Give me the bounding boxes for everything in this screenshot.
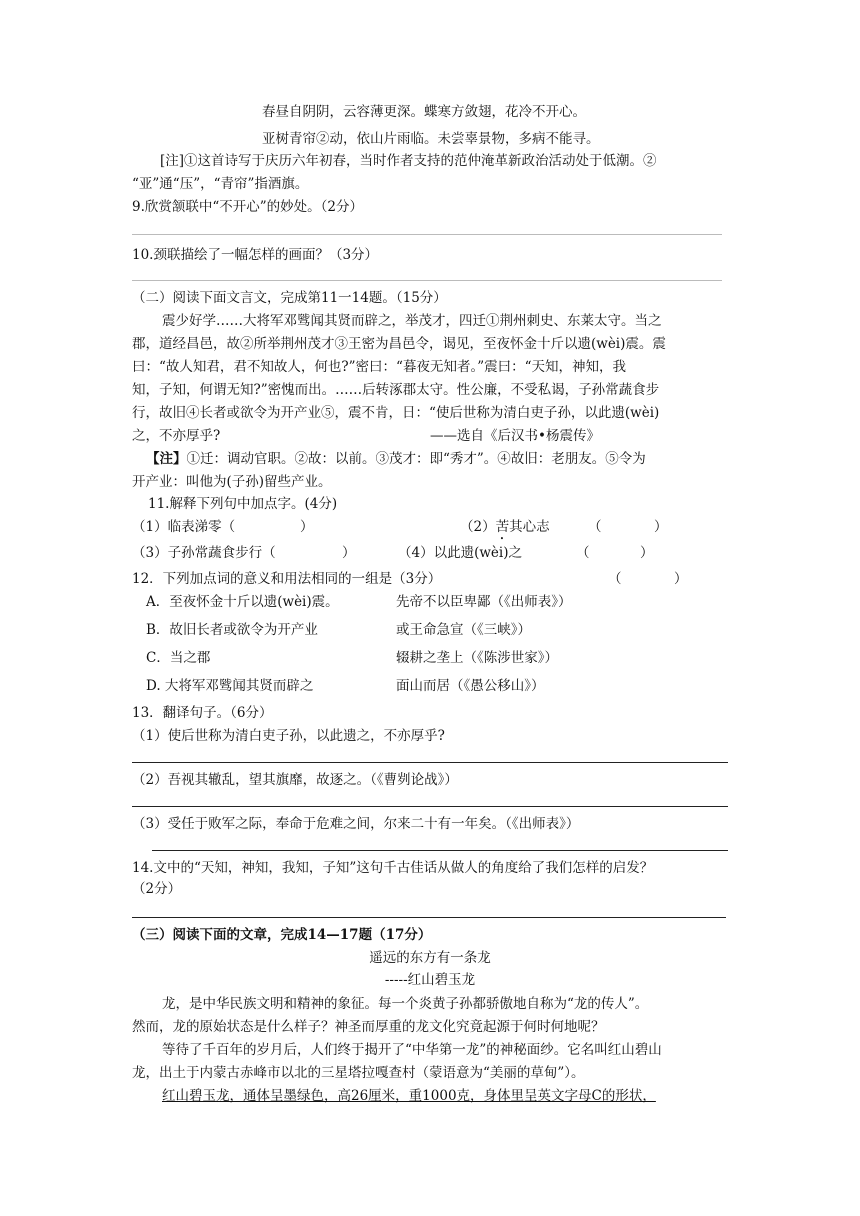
q13-sentence-1: （1）使后世称为清白吏子孙，以此遗之，不亦厚乎? [132, 728, 445, 744]
q12-option-a-right: 先帝不以臣卑鄙（《出师表》） [396, 594, 572, 610]
q11-item-1: （1）临表涕零（ [132, 519, 236, 535]
section-2-title: （二）阅读下面文言文，完成第11一14题。（15分） [132, 290, 447, 306]
question-11-title: 11.解释下列句中加点字。(4分) [148, 496, 338, 512]
article-para-1a: 龙，是中华民族文明和精神的象征。每一个炎黄子孙都骄傲地自称为“龙的传人”。 [162, 996, 649, 1012]
answer-line-13-1[interactable] [132, 762, 728, 763]
q11-item-4-open[interactable]: （ [576, 545, 590, 561]
q12-option-c-left: C．当之郡 [146, 650, 211, 666]
q11-item-4-close[interactable]: ） [640, 545, 654, 561]
article-para-1b: 然而，龙的原始状态是什么样子？神圣而厚重的龙文化究竟起源于何时何地呢？ [132, 1019, 605, 1035]
question-13-title: 13．翻译句子。（6分） [132, 705, 273, 721]
classical-text-line-4: 知，子知，何谓无知?”密愧而出。……后转涿郡太守。性公廉，不受私谒，子孙常蔬食步 [132, 382, 660, 398]
q11-item-2-open[interactable]: （ [588, 519, 602, 535]
classical-text-line-1: 震少好学……大将军邓骘闻其贤而辟之，举茂才，四迁①荆州刺史、东莱太守。当之 [162, 313, 662, 329]
q12-option-a-left: A．至夜怀金十斤以遗(wèi)震。 [146, 594, 339, 610]
question-14-line-2: （2分） [132, 881, 182, 897]
answer-line-10[interactable] [132, 280, 722, 281]
poem-note-1: [注]①这首诗写于庆历六年初春，当时作者支持的范仲淹革新政治活动处于低潮。② [160, 153, 657, 169]
q12-option-b-left: B．故旧长者或欲令为开产业 [146, 622, 318, 638]
poem-line-2: 亚树青帘②动，依山片雨临。未尝辜景物，多病不能寻。 [262, 131, 600, 147]
notes-text-1: ①迁：调动官职。②故：以前。③茂才：即“秀才”。④故旧：老朋友。⑤令为 [186, 451, 646, 467]
classical-text-line-5: 行，故旧④长者或欲令为开产业⑤，震不肯，日：“使后世称为清白吏子孙，以此遗(wèi) [132, 405, 660, 421]
q11-item-3: （3）子孙常蔬食步行（ [132, 545, 276, 561]
question-14-line-1: 14.文中的“天知，神知，我知，子知”这句千古佳话从做人的角度给了我们怎样的启发？ [132, 860, 654, 876]
q11-item-4: （4）以此遗(wèi)之 [398, 545, 522, 561]
q13-sentence-2: （2）吾视其辙乱，望其旗靡，故逐之。（《曹刿论战》） [132, 772, 458, 788]
q12-option-d-left: D. 大将军邓骘闻其贤而辟之 [146, 678, 314, 694]
classical-notes-line-1 [146, 450, 646, 468]
q11-item-2-close[interactable]: ） [654, 519, 668, 535]
classical-text-line-6: 之，不亦厚乎? [132, 428, 221, 444]
answer-line-9[interactable] [132, 234, 722, 235]
classical-text-line-2: 郡，道经昌邑，故②所举荆州茂才③王密为昌邑令，谒见，至夜怀金十斤以遗(wèi)震。震 [132, 336, 666, 352]
answer-line-13-2[interactable] [132, 806, 728, 807]
question-12-title: 12．下列加点词的意义和用法相同的一组是（3分） [132, 571, 442, 587]
q13-sentence-3: （3）受任于败军之际，奉命于危难之间，尔来二十有一年矣。（《出师表》） [132, 816, 580, 832]
notes-label: 【注】 [146, 451, 187, 467]
article-title: 遥远的东方有一条龙 [369, 950, 491, 966]
answer-line-13-3[interactable] [152, 850, 728, 851]
question-9: 9.欣赏颔联中“不开心”的妙处。（2分） [132, 199, 364, 215]
article-para-3a: 红山碧玉龙，通体呈墨绿色，高26厘米，重1000克，身体里呈英文字母C的形状， [162, 1088, 656, 1104]
answer-line-14[interactable] [132, 917, 726, 918]
poem-line-1: 春昼自阴阴，云容薄更深。蝶寒方敛翅，花冷不开心。 [262, 104, 586, 120]
q12-answer-close[interactable]: ） [674, 571, 688, 587]
classical-text-source: ——选自《后汉书•杨震传》 [430, 428, 600, 444]
q12-option-b-right: 或王命急宣（《三峡》） [396, 622, 531, 638]
classical-notes-line-2: 开产业：叫他为(子孙)留些产业。 [132, 474, 332, 490]
article-para-2a: 等待了千百年的岁月后，人们终于揭开了“中华第一龙”的神秘面纱。它名叫红山碧山 [162, 1042, 662, 1058]
q11-item-2: （2）苦其心志 [460, 519, 550, 535]
section-3-title: （三）阅读下面的文章，完成14—17题（17分） [132, 927, 432, 943]
question-10: 10.颈联描绘了一幅怎样的画面？（3分） [132, 247, 379, 263]
dotted-char: 苦 [495, 519, 510, 535]
article-para-2b: 龙，出土于内蒙古赤峰市以北的三星塔拉嘎查村（蒙语意为“美丽的草甸”）。 [132, 1065, 585, 1081]
q11-item-1-close[interactable]: ） [300, 519, 314, 535]
q12-option-c-right: 辍耕之垄上（《陈涉世家》） [396, 650, 558, 666]
q12-option-d-right: 面山而居（《愚公移山》） [396, 678, 545, 694]
q12-answer-open[interactable]: （ [608, 571, 622, 587]
article-subtitle: -----红山碧玉龙 [384, 972, 476, 988]
classical-text-line-3: 曰：“故人知君，君不知故人，何也?”密曰：“暮夜无知者。”震曰：“天知，神知，我 [132, 359, 626, 375]
poem-note-2: “亚”通“压”，“青帘”指酒旗。 [132, 176, 309, 192]
q11-item-3-close[interactable]: ） [342, 545, 356, 561]
